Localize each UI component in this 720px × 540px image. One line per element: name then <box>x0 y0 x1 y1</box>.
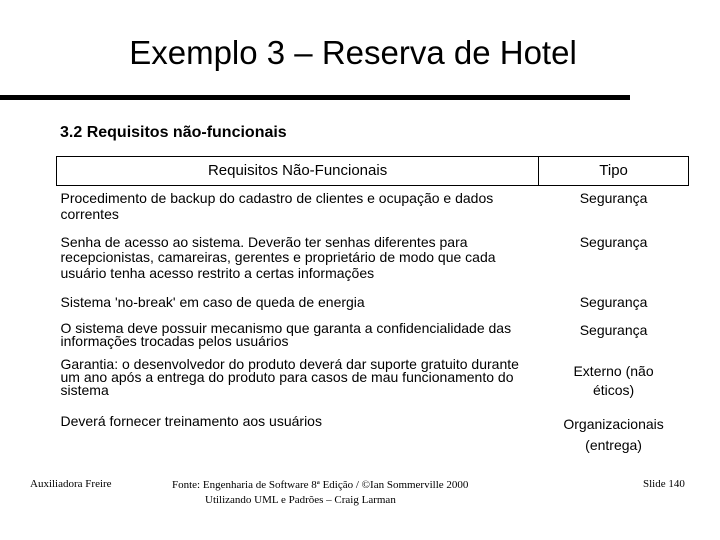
slide-number: Slide 140 <box>643 478 685 490</box>
table-row <box>57 229 689 289</box>
type-cell <box>539 356 689 408</box>
requirement-cell: Garantia: o desenvolvedor do produto deverá dar suporte gratuito durante um ano após a entrega do produto para casos de mau funcionamento do sistema <box>60 355 519 398</box>
table-row <box>57 289 689 319</box>
type-cell: Segurança <box>579 190 648 206</box>
requirement-cell: O sistema deve possuir mecanismo que garanta a confidencialidade das informações trocadas pelos usuários <box>60 319 512 349</box>
section-heading: 3.2 Requisitos não-funcionais <box>60 124 287 141</box>
header-requirements: Requisitos Não-Funcionais <box>57 157 539 186</box>
type-cell: Segurança <box>579 321 648 338</box>
requirement-cell: Procedimento de backup do cadastro de clientes e ocupação e dados correntes <box>60 190 494 222</box>
footer-source <box>172 478 468 508</box>
type-cell-text: Organizacionais (entrega) <box>563 415 664 453</box>
requirement-cell: Deverá fornecer treinamento aos usuários <box>60 412 322 429</box>
footer-source-line-2: Utilizando UML e Padrões – Craig Larman <box>205 494 396 506</box>
footer-source-line-1: Fonte: Engenharia de Software 8ª Edição / ©Ian Sommerville 2000 <box>172 479 469 491</box>
table-row <box>57 186 689 229</box>
type-cell: Segurança <box>579 233 648 250</box>
table-row <box>57 408 689 456</box>
type-cell: Segurança <box>579 293 648 310</box>
type-cell-text: Externo (não éticos) <box>573 362 654 398</box>
header-type: Tipo <box>539 157 689 186</box>
slide-title: Exemplo 3 – Reserva de Hotel <box>129 34 577 71</box>
table-row <box>57 356 689 408</box>
title-underline <box>0 95 630 100</box>
table-header-row <box>57 157 689 186</box>
footer-author: Auxiliadora Freire <box>30 478 112 490</box>
requirement-cell: Sistema 'no-break' em caso de queda de energia <box>60 293 365 310</box>
type-cell <box>539 408 689 456</box>
requirement-cell: Senha de acesso ao sistema. Deverão ter senhas diferentes para recepcionistas, camareiras, gerentes e proprietário de modo que cada usuário tenha acesso restrito a certas informações <box>60 233 496 281</box>
table-row <box>57 319 689 356</box>
requirements-table <box>56 156 689 456</box>
